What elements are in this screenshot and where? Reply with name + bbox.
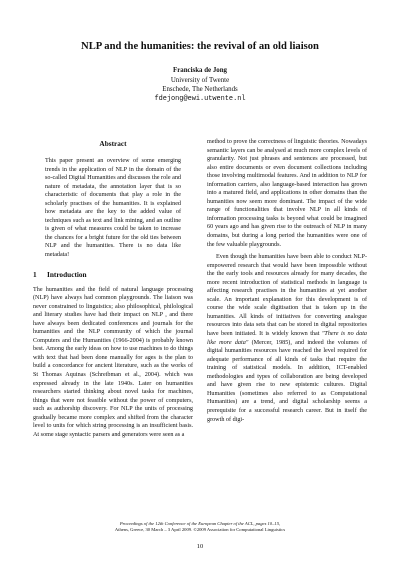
- page-number: 10: [196, 543, 204, 550]
- introduction-paragraph-2: [207, 253, 367, 424]
- author-affiliation: University of Twente: [170, 76, 230, 84]
- right-column: [207, 138, 367, 428]
- introduction-paragraph-1: The humanities and the field of natural language processing (NLP) have always had common playgrounds. The liaison was never constrained to linguistics; also philosophical, philological and literary studies have had their impact on NLP , and there have always been dedicated conferences and journals for the humanities and the NLP community of which the journal Computers and the Humanities (1966-2004) is probably known best. Among the early ideas on how to use machines to do things with text that had been done manually for ages is the plan to build a concordance for ancient literature, such as the works of St Thomas Aquinas (Schreibman et al., 2004). which was expressed already in the late 1940s. Later on humanities researchers started thinking about novel tasks for machines, things that were not feasible without the power of computers, such as authorship discovery. For NLP the units of processing gradually became more complex and shifted from the character level to units for which string processing is an insufficient basis. At some stage syntactic parsers and generators were seen as a: [33, 286, 193, 438]
- abstract-text: This paper present an overview of some emerging trends in the application of NLP in the domain of the so-called Digital Humanities and discusses the role and nature of metadata, the annotation layer that is so characteristic of documents that play a role in the scholarly practises of the humanities. It is explained how metadata are the key to the added value of techniques such as text and link mining, and an outline is given of what measures could be taken to increase the chances for a bright future for the old ties between NLP and the humanities. There is no data like metadata!: [45, 158, 181, 259]
- author-location: Enschede, The Netherlands: [162, 86, 238, 94]
- section-heading-introduction: [33, 270, 193, 280]
- author-email[interactable]: fdejong@ewi.utwente.nl: [154, 94, 246, 103]
- footer-line-1: Proceedings of the 12th Conference of the European Chapter of the ACL, pages 10–15,: [119, 521, 281, 526]
- quoted-phrase: "There is no data like more data": [207, 331, 367, 346]
- section-title: Introduction: [47, 269, 87, 279]
- abstract-heading: Abstract: [99, 139, 127, 148]
- paragraph-text: Even though the humanities have been able to conduct NLP-empowered research that would have been impossible without the the early tools and resources already for many decades, the more recent introduction of statistical methods in language is affecting research practises in the humanities at yet another scale. An important explanation for this development is of course the wide scale digitisation that is taken up in the humanities. All kinds of initiatives for converting analogue resources into data sets that can be stored in digital repositories have been initiated. It is widely known that: [207, 254, 367, 338]
- section-number: 1: [33, 269, 37, 279]
- paper-title: NLP and the humanities: the revival of an old liaison: [81, 41, 319, 52]
- introduction-paragraph-1-continued: method to prove the correctness of linguistic theories. Nowadays semantic layers can be analysed at much more complex levels of granularity. Not just phrases and sentences are processed, but also entire documents or even document collections including those involving multimodal features. And in addition to NLP for information carriers, also language-based interaction has grown into a matured field, and applications in other domains than the humanities now seem more dominant. The impact of the wide range of functionalities that involve NLP in all kinds of information processing tasks is beyond what could be imagined 60 years ago and has given rise to the outreach of NLP in many domains, but during a long period the humanities were one of the few valuable playgrounds.: [207, 139, 367, 248]
- author-block: [100, 66, 300, 104]
- footer-line-2: Athens, Greece, 30 March – 3 April 2009. ©2009 Association for Computational Linguistics: [114, 527, 286, 533]
- left-column: [33, 139, 193, 443]
- author-name: Franciska de Jong: [173, 67, 227, 74]
- paragraph-text: (Mercer, 1985), and indeed the volumes of digital humanities resources have reached the level required for adequate performance of all kinds of tasks that require the training of statistical models. In addition, ICT-enabled methodologies and types of collaboration are being developed and have given rise to new epistemic cultures. Digital Humanities (sometimes also referred to as Computational Humanities) are a trend, and digital scholarship seems a prerequisite for a successful research career. But in itself the growth of digi-: [207, 339, 367, 423]
- proceedings-footer: [60, 521, 340, 533]
